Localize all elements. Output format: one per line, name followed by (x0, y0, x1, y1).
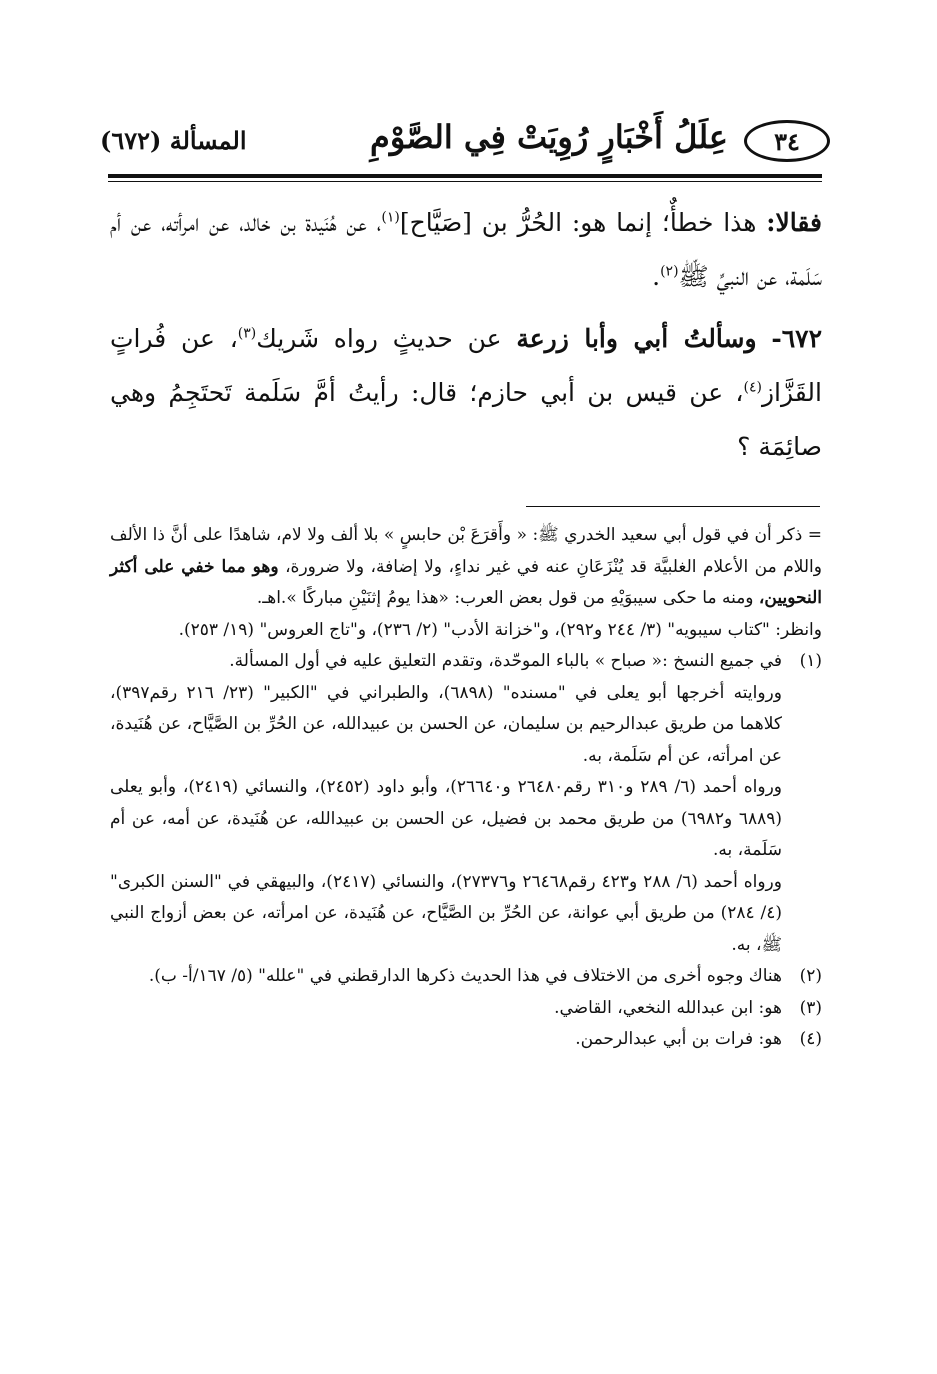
answer-text-1: هذا خطأٌ؛ إنما هو: الحُرُّ بن [صَيَّاح] (399, 208, 767, 237)
footnote-1-line: في جميع النسخ :« صباح » بالباء الموحّدة، وتقدم التعليق عليه في أول المسألة. (229, 651, 782, 671)
footnote-4 (110, 1024, 822, 1056)
page-number: ٣٤ (774, 126, 800, 156)
continued-note-refs: وانظر: "كتاب سيبويه" (٣/ ٢٤٤ و٢٩٢)، و"خزانة الأدب" (٢/ ٢٣٦)، و"تاج العروس" (١٩/ ٢٥٣). (178, 619, 822, 640)
footnote-1-line: وروايته أخرجها أبو يعلى في "مسنده" (٦٨٩٨)، والطبراني في "الكبير" (٢٣/ ٢١٦ رقم٣٩٧)، كلاهما من طريق عبدالرحيم بن سليمان، عن الحسن بن عبيدالله، عن الحُرِّ بن الصَّيَّاح، عن هُنَيدة، عن امرأته، عن أم سَلَمة، به. (110, 682, 782, 766)
answer-text-3: . (652, 262, 661, 291)
footnote-2-line: هناك وجوه أخرى من الاختلاف في هذا الحديث ذكرها الدارقطني في "علله" (٥/ ١٦٧/أ- ب). (148, 966, 782, 986)
footnote-separator (526, 506, 820, 507)
footnote-1-line: ورواه أحمد (٦/ ٢٨٨ و٤٢٣ رقم٢٦٤٦٨ و٢٧٣٧٦)، والنسائي (٢٤١٧)، والبيهقي في "السنن الكبرى"(٤/ ٢٨٤) من طريق أبي عوانة، عن الحُرِّ بن الصَّيَّاح، عن هُنَيدة، عن امرأته، عن بعض أزواج النبي ﷺ، به. (110, 871, 782, 955)
header-rule-thick (108, 174, 822, 178)
footnote-2-number: (٢) (799, 966, 822, 986)
page-number-badge (744, 120, 830, 162)
footnote-3-number: (٣) (799, 997, 822, 1018)
footnote-ref-1: (١) (381, 209, 400, 226)
footnotes (110, 520, 822, 1056)
book-title: عِلَلُ أَخْبَارٍ رُوِيَتْ فِي الصَّوْمِ (370, 118, 728, 156)
footnote-2-body (110, 961, 782, 993)
question-paragraph (110, 312, 822, 474)
footnote-ref-4: (٤) (743, 379, 762, 396)
footnote-3-line: هو: ابن عبدالله النخعي، القاضي. (554, 997, 782, 1018)
answer-text-2: ، عن هُنَيدة بن خالد، عن امرأته، عن أم سَلَمة، عن النبيِّ ﷺ (110, 208, 822, 291)
issue-label: المسألة (٦٧٢) (100, 126, 247, 155)
question-text-1: عن حديثٍ رواه شَريك (256, 324, 517, 353)
answer-lead: فقالا: (766, 208, 822, 237)
footnote-3 (110, 993, 822, 1025)
continued-note-text-2: ومنه ما حكى سيبوَيْهِ من قول بعض العرب: «هذا يومُ إثنَيْنِ مباركًا ».اهـ. (256, 588, 759, 608)
question-number: ٦٧٢- (771, 324, 823, 353)
main-text (110, 196, 822, 474)
question-text-2: ، عن فُراتٍ القَزَّاز (110, 324, 822, 407)
header-rule-thin (108, 181, 822, 182)
footnote-1-line: ورواه أحمد (٦/ ٢٨٩ و٣١٠ رقم٢٦٤٨٠ و٢٦٦٤٠)، وأبو داود (٢٤٥٢)، والنسائي (٢٤١٩)، وأبو يعلى (٦٨٨٩ و٦٩٨٢) من طريق محمد بن فضيل، عن الحسن بن عبيدالله، عن هُنَيدة، عن أمه، عن أم سَلَمة، به. (110, 777, 782, 860)
page-header (100, 118, 830, 168)
question-text-3: ، عن قيس بن أبي حازم؛ قال: رأيتُ أمَّ سَلَمة تَحتَجِمُ وهي صائِمَة ؟ (110, 378, 822, 461)
footnote-1-body (110, 646, 782, 961)
footnote-4-line: هو: فرات بن أبي عبدالرحمن. (575, 1029, 782, 1049)
footnote-2 (110, 961, 822, 993)
footnote-4-number: (٤) (799, 1029, 822, 1049)
continued-note (110, 520, 822, 615)
continued-note-text-1: = ذكر أن في قول أبي سعيد الخدري ﷺ: « وأَقرَعَ بْن حابسٍ » بلا ألف ولا لام، شاهدًا على أنَّ ذا الألف واللام من الأعلام الغلبيَّة قد يُنْزَعَانِ عنه في غير نداءٍ، ولا إضافة، ولا ضرورة، (110, 525, 822, 577)
footnote-3-body (110, 993, 782, 1025)
continued-note-bold: وهو مما خفي على أكثر النحويين، (110, 556, 822, 608)
footnote-1-number: (١) (799, 651, 822, 671)
question-lead: وسألتُ أبي وأبا زرعة (516, 324, 757, 353)
footnote-4-body (110, 1024, 782, 1056)
answer-paragraph (110, 196, 822, 304)
footnote-ref-2: (٢) (660, 263, 679, 280)
footnote-1 (110, 646, 822, 961)
footnote-ref-3: (٣) (237, 325, 257, 342)
